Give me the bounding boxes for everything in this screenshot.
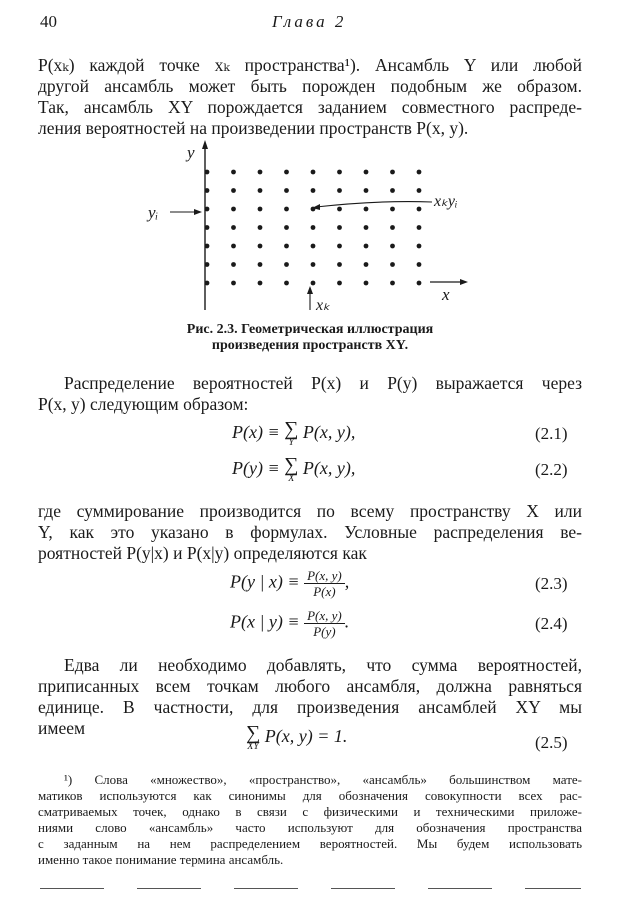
- equation-number: (2.1): [535, 424, 568, 443]
- point-label-arrow: [316, 202, 432, 207]
- space-point: [231, 207, 236, 212]
- space-point: [337, 188, 342, 193]
- space-point: [417, 170, 422, 175]
- space-point: [258, 281, 263, 286]
- space-point: [231, 225, 236, 230]
- text-line: приписанных всем точкам любого ансамбля, должна равняться: [38, 676, 582, 696]
- equation-2-3: [230, 568, 349, 599]
- footnote-line: матиков используются как синонимы для обозначения совокупности всех рас-: [38, 788, 582, 803]
- bottom-rule: [234, 888, 298, 889]
- eq-tail: ,: [344, 571, 350, 592]
- xk-arrowhead: [307, 286, 313, 294]
- eq-rhs: P(x, y),: [302, 458, 356, 479]
- text-line: где суммирование производится по всему пространству X или: [38, 501, 582, 521]
- space-point: [258, 170, 263, 175]
- equation-number: (2.4): [535, 614, 568, 633]
- eq-rhs: P(x, y),: [302, 422, 356, 443]
- space-point: [284, 244, 289, 249]
- figure-caption: [130, 322, 490, 354]
- fraction-denominator: P(y): [313, 624, 336, 639]
- space-point: [417, 188, 422, 193]
- text-line: Едва ли необходимо добавлять, что сумма вероятностей,: [64, 655, 582, 675]
- space-point: [258, 188, 263, 193]
- space-point: [390, 262, 395, 267]
- text-line: P(x, y) следующим образом:: [38, 394, 249, 414]
- space-point: [364, 188, 369, 193]
- space-point: [337, 170, 342, 175]
- space-point: [258, 244, 263, 249]
- space-point: [390, 207, 395, 212]
- text-line: Y, как это указано в формулах. Условные распределения ве-: [38, 522, 582, 542]
- fraction-numerator: P(x, y): [304, 568, 345, 584]
- text-line: роятностей P(y|x) и P(x|y) определяются как: [38, 543, 367, 563]
- page-number: 40: [40, 12, 57, 31]
- space-point: [390, 244, 395, 249]
- y-axis-label: y: [187, 143, 195, 162]
- text-line: имеем: [38, 718, 86, 738]
- y-axis-arrowhead: [202, 140, 208, 149]
- bottom-rule: [428, 888, 492, 889]
- yi-label: yᵢ: [148, 203, 159, 222]
- space-point: [284, 225, 289, 230]
- text-line: другой ансамбль может быть порожден подобным же образом.: [38, 76, 582, 96]
- footnote-line: сматриваемых точек, однако в связи с физическими и техническими приложе-: [38, 804, 582, 819]
- bottom-rule: [137, 888, 201, 889]
- distribution-paragraph: [38, 373, 582, 415]
- space-point: [390, 225, 395, 230]
- point-label: xₖyᵢ: [434, 193, 458, 210]
- space-point: [284, 207, 289, 212]
- intro-paragraph: [38, 55, 582, 139]
- text-line: Так, ансамбль XY порождается заданием совместного распреде-: [38, 97, 582, 117]
- space-point: [337, 262, 342, 267]
- text-line: единице. В частности, для произведения ансамблей XY мы: [38, 697, 582, 717]
- bottom-rule: [40, 888, 104, 889]
- space-point: [231, 170, 236, 175]
- space-point: [284, 281, 289, 286]
- sum-subscript: X: [288, 473, 295, 484]
- space-point: [311, 262, 316, 267]
- sum-subscript: Y: [288, 437, 295, 448]
- sum-operator: ∑ Y: [284, 418, 299, 448]
- space-point: [364, 244, 369, 249]
- space-point: [364, 170, 369, 175]
- space-point: [311, 188, 316, 193]
- running-title: Глава 2: [272, 12, 347, 31]
- sum-subscript: XY: [247, 741, 259, 752]
- footnote: [38, 772, 582, 868]
- space-point: [231, 262, 236, 267]
- space-point: [337, 207, 342, 212]
- equation-2-4: [230, 608, 349, 639]
- eq-lhs: P(x | y) ≡: [230, 611, 300, 632]
- space-point: [417, 262, 422, 267]
- space-point: [364, 225, 369, 230]
- space-point: [284, 188, 289, 193]
- footnote-line: с заданным на нем распределением вероятностей. Мы будем использовать: [38, 836, 582, 851]
- equation-2-1: [232, 420, 355, 448]
- product-space-figure: [130, 140, 470, 315]
- space-point: [231, 244, 236, 249]
- space-point: [258, 262, 263, 267]
- space-point: [311, 244, 316, 249]
- equation-number: (2.2): [535, 460, 568, 479]
- eq-rhs: P(x, y) = 1.: [264, 726, 348, 747]
- equation-number: (2.3): [535, 574, 568, 593]
- yi-arrowhead: [194, 209, 202, 215]
- space-point: [258, 207, 263, 212]
- space-point: [284, 170, 289, 175]
- fraction: [304, 608, 345, 639]
- space-point: [311, 225, 316, 230]
- eq-lhs: P(y | x) ≡: [230, 571, 300, 592]
- space-point: [390, 188, 395, 193]
- space-point: [390, 170, 395, 175]
- space-point: [311, 281, 316, 286]
- space-point: [417, 207, 422, 212]
- xk-label: xₖ: [316, 297, 330, 314]
- fraction-denominator: P(x): [313, 584, 336, 599]
- equation-number: (2.5): [535, 733, 568, 752]
- footnote-line: ниями слово «ансамбль» часто используют для обозначения пространства: [38, 820, 582, 835]
- equation-2-5: [246, 724, 347, 752]
- eq-lhs: P(x) ≡: [232, 422, 280, 443]
- space-point: [337, 244, 342, 249]
- conditional-paragraph: [38, 501, 582, 564]
- space-point: [390, 281, 395, 286]
- space-point: [364, 207, 369, 212]
- space-point: [258, 225, 263, 230]
- sum-operator: ∑ XY: [246, 722, 261, 752]
- bottom-rule: [331, 888, 395, 889]
- text-line: ления вероятностей на произведении пространств P(x, y).: [38, 118, 469, 138]
- equation-2-2: [232, 456, 355, 484]
- space-point: [364, 281, 369, 286]
- sum-operator: ∑ X: [284, 454, 299, 484]
- x-axis-label: x: [442, 285, 450, 304]
- text-line: P(xₖ) каждой точке xₖ пространства¹). Ансамбль Y или любой: [38, 55, 582, 75]
- space-point: [417, 244, 422, 249]
- bottom-rule: [525, 888, 581, 889]
- dot-grid: [205, 170, 422, 286]
- space-point: [311, 170, 316, 175]
- space-point: [417, 225, 422, 230]
- footnote-line: ¹) Слова «множество», «пространство», «ансамбль» большинством мате-: [64, 772, 582, 787]
- fraction: [304, 568, 345, 599]
- eq-tail: .: [344, 611, 350, 632]
- space-point: [231, 188, 236, 193]
- space-point: [417, 281, 422, 286]
- x-axis-arrowhead: [460, 279, 468, 285]
- caption-line-2: произведения пространств XY.: [211, 338, 409, 353]
- space-point: [364, 262, 369, 267]
- space-point: [337, 281, 342, 286]
- space-point: [284, 262, 289, 267]
- fraction-numerator: P(x, y): [304, 608, 345, 624]
- footnote-line: именно такое понимание термина ансамбль.: [38, 852, 284, 867]
- text-line: Распределение вероятностей P(x) и P(y) выражается через: [64, 373, 582, 393]
- eq-lhs: P(y) ≡: [232, 458, 280, 479]
- space-point: [231, 281, 236, 286]
- caption-line-1: Рис. 2.3. Геометрическая иллюстрация: [186, 322, 434, 337]
- space-point: [337, 225, 342, 230]
